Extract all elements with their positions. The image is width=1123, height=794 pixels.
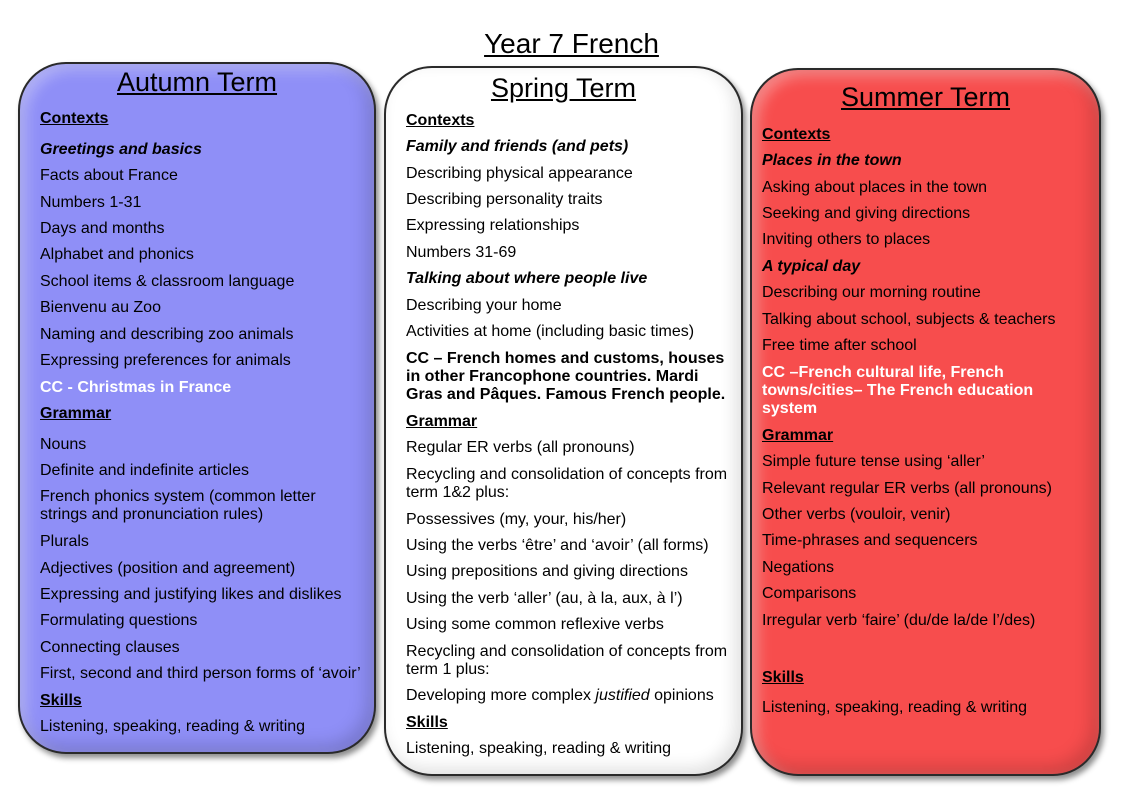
spring-grammar-item: Regular ER verbs (all pronouns) bbox=[406, 439, 635, 456]
spring-context-item: Activities at home (including basic times) bbox=[406, 323, 695, 340]
summer-context-item: Seeking and giving directions bbox=[762, 205, 971, 222]
autumn-context-item: Facts about France bbox=[40, 167, 178, 184]
summer-context-item: Describing our morning routine bbox=[762, 284, 981, 301]
autumn-context-item: Expressing preferences for animals bbox=[40, 352, 291, 369]
autumn-context-item: Alphabet and phonics bbox=[40, 246, 194, 263]
summer-context-item: Talking about school, subjects & teachers bbox=[762, 311, 1056, 328]
spring-cultural-context: CC – French homes and customs, houses in other Francophone countries. Mardi Gras and Pâques. Famous French people. bbox=[406, 350, 726, 403]
autumn-grammar-item: Plurals bbox=[40, 533, 89, 550]
autumn-context-item: Numbers 1-31 bbox=[40, 194, 142, 211]
spring-grammar-item: Possessives (my, your, his/her) bbox=[406, 511, 627, 528]
summer-grammar-item: Time-phrases and sequencers bbox=[762, 532, 978, 549]
autumn-topic-zoo: Bienvenu au Zoo bbox=[40, 299, 161, 316]
autumn-term-panel bbox=[18, 62, 376, 754]
summer-grammar-heading: Grammar bbox=[762, 427, 834, 444]
summer-grammar-item: Negations bbox=[762, 559, 835, 576]
autumn-grammar-item: First, second and third person forms of ‘avoir’ bbox=[40, 665, 361, 682]
spring-context-item: Describing personality traits bbox=[406, 191, 603, 208]
page-title: Year 7 French bbox=[484, 28, 659, 59]
autumn-cultural-context: CC - Christmas in France bbox=[40, 379, 232, 396]
summer-grammar-item: Comparisons bbox=[762, 585, 857, 602]
spring-context-item: Describing your home bbox=[406, 297, 562, 314]
opinions-text-emphasis: justified bbox=[595, 687, 650, 704]
autumn-context-item: School items & classroom language bbox=[40, 273, 295, 290]
spring-grammar-item: Using the verbs ‘être’ and ‘avoir’ (all forms) bbox=[406, 537, 709, 554]
autumn-grammar-heading: Grammar bbox=[40, 405, 112, 422]
autumn-term-title: Autumn Term bbox=[116, 67, 278, 97]
summer-contexts-heading: Contexts bbox=[762, 126, 831, 143]
spring-grammar-item-opinions bbox=[406, 687, 727, 705]
summer-skills-heading: Skills bbox=[762, 669, 804, 686]
spring-term-panel bbox=[384, 66, 743, 776]
summer-topic-town: Places in the town bbox=[762, 152, 902, 169]
autumn-topic-greetings: Greetings and basics bbox=[40, 141, 202, 158]
spring-context-item: Describing physical appearance bbox=[406, 165, 633, 182]
opinions-text-start: Developing more complex bbox=[406, 687, 596, 704]
summer-context-item: Inviting others to places bbox=[762, 231, 931, 248]
autumn-skills-heading: Skills bbox=[40, 692, 82, 709]
summer-context-item: Asking about places in the town bbox=[762, 179, 988, 196]
summer-grammar-item: Simple future tense using ‘aller’ bbox=[762, 453, 985, 470]
autumn-grammar-item: Adjectives (position and agreement) bbox=[40, 560, 296, 577]
summer-grammar-item: Relevant regular ER verbs (all pronouns) bbox=[762, 480, 1052, 497]
summer-context-item: Free time after school bbox=[762, 337, 917, 354]
summer-topic-day: A typical day bbox=[762, 258, 861, 275]
opinions-text-end: opinions bbox=[649, 687, 714, 704]
spring-grammar-item: Using prepositions and giving directions bbox=[406, 563, 688, 580]
spring-topic-family: Family and friends (and pets) bbox=[406, 138, 629, 155]
autumn-grammar-item: French phonics system (common letter strings and pronunciation rules) bbox=[40, 488, 316, 523]
autumn-grammar-item: Connecting clauses bbox=[40, 639, 180, 656]
summer-term-panel bbox=[750, 68, 1101, 776]
spring-grammar-item: Recycling and consolidation of concepts from term 1 plus: bbox=[406, 643, 728, 678]
summer-skills-item: Listening, speaking, reading & writing bbox=[762, 699, 1028, 716]
autumn-context-item: Days and months bbox=[40, 220, 165, 237]
spring-contexts-heading: Contexts bbox=[406, 112, 475, 129]
spring-grammar-item: Recycling and consolidation of concepts from term 1&2 plus: bbox=[406, 466, 728, 501]
autumn-contexts-heading: Contexts bbox=[40, 110, 109, 127]
autumn-grammar-item: Definite and indefinite articles bbox=[40, 462, 250, 479]
autumn-context-item: Naming and describing zoo animals bbox=[40, 326, 294, 343]
autumn-skills-item: Listening, speaking, reading & writing bbox=[40, 718, 306, 735]
summer-grammar-item: Other verbs (vouloir, venir) bbox=[762, 506, 951, 523]
spring-term-title: Spring Term bbox=[490, 73, 637, 103]
spring-context-item: Expressing relationships bbox=[406, 217, 580, 234]
autumn-grammar-item: Expressing and justifying likes and dislikes bbox=[40, 586, 342, 603]
summer-cultural-context: CC –French cultural life, French towns/cities– The French education system bbox=[762, 364, 1034, 417]
autumn-grammar-item: Formulating questions bbox=[40, 612, 198, 629]
spring-topic-home: Talking about where people live bbox=[406, 270, 648, 287]
spring-skills-item: Listening, speaking, reading & writing bbox=[406, 740, 672, 757]
autumn-grammar-item: Nouns bbox=[40, 436, 87, 453]
spring-grammar-heading: Grammar bbox=[406, 413, 478, 430]
summer-term-title: Summer Term bbox=[840, 82, 1011, 112]
spring-context-item: Numbers 31-69 bbox=[406, 244, 517, 261]
spring-grammar-item: Using the verb ‘aller’ (au, à la, aux, à l’) bbox=[406, 590, 683, 607]
summer-grammar-item: Irregular verb ‘faire’ (du/de la/de l’/des) bbox=[762, 612, 1036, 629]
spring-grammar-item: Using some common reflexive verbs bbox=[406, 616, 664, 633]
spring-skills-heading: Skills bbox=[406, 714, 448, 731]
